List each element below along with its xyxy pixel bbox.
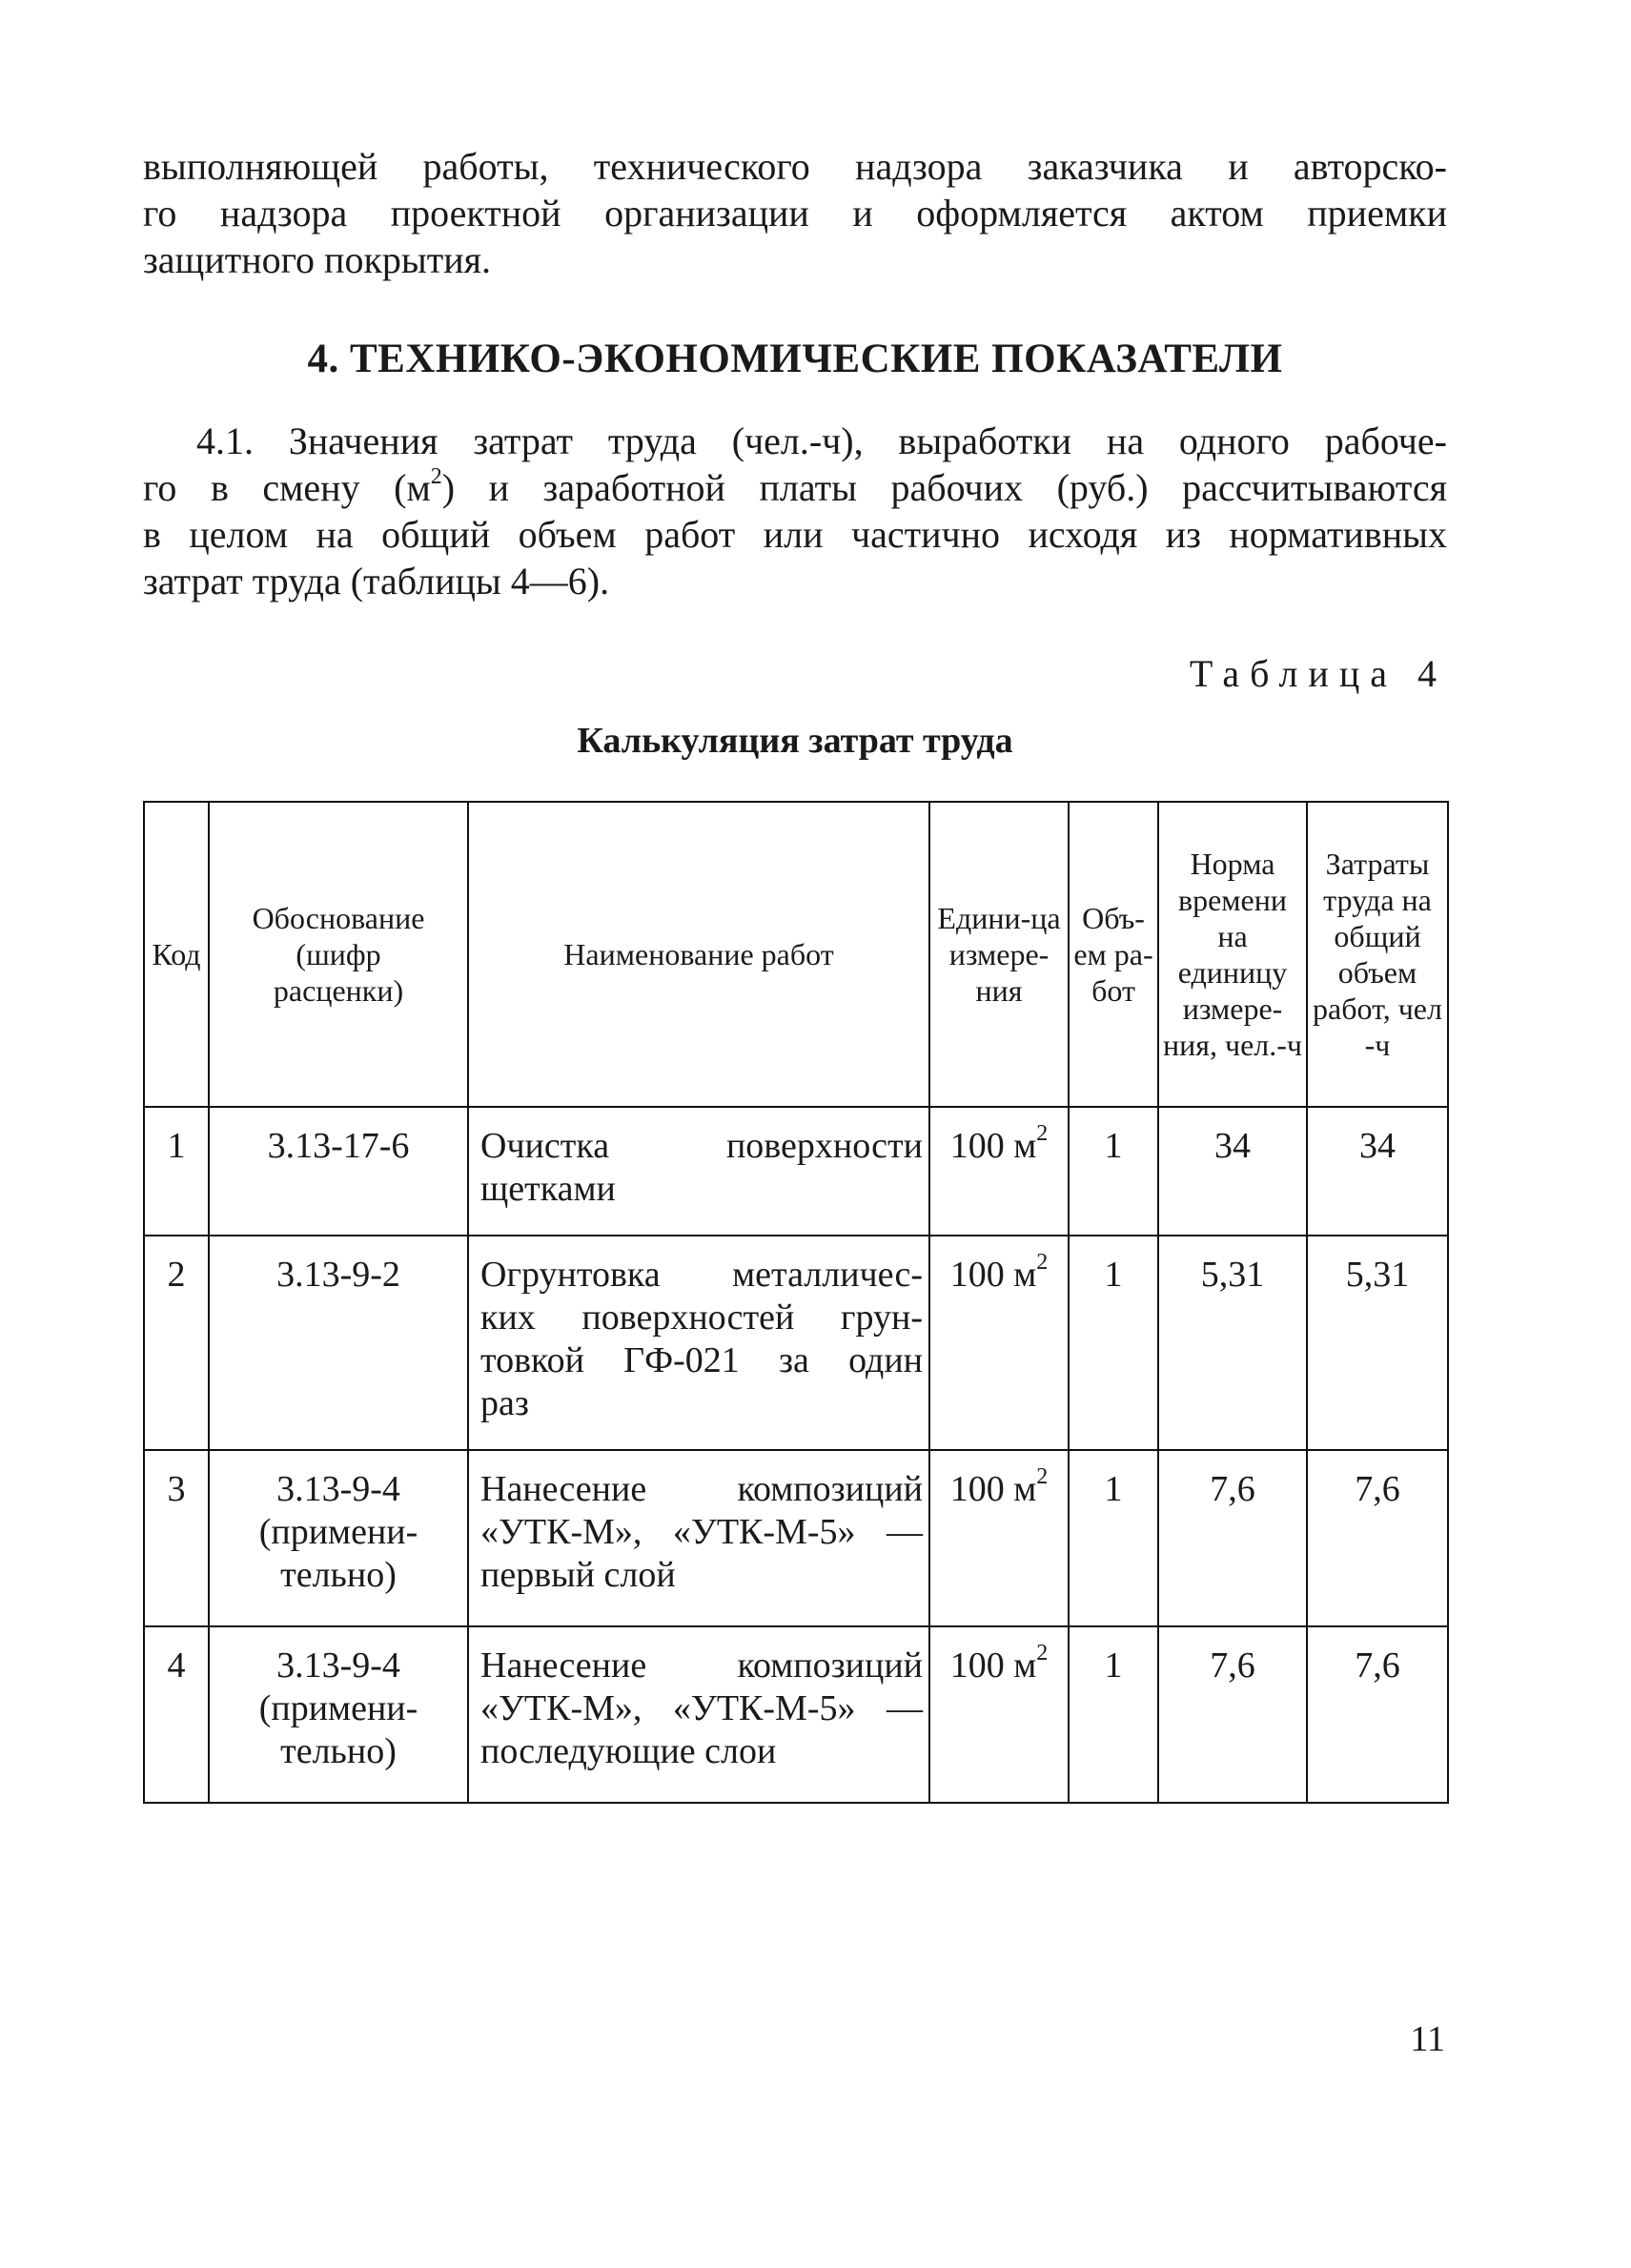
table-row — [144, 1450, 1448, 1626]
cell-total: 7,6 — [1307, 1626, 1448, 1803]
cell-unit — [929, 1450, 1069, 1626]
unit-text: 100 м — [949, 1126, 1037, 1166]
unit-superscript: 2 — [1036, 1464, 1049, 1490]
cell-code: 3 — [144, 1450, 209, 1626]
paragraph-line: затрат труда (таблицы 4—6). — [143, 560, 610, 603]
labor-cost-table-wrapper — [143, 801, 1449, 1804]
table-row — [144, 1626, 1448, 1803]
work-name-line: Огрунтовка металличес- — [480, 1255, 923, 1295]
cell-time-norm: 7,6 — [1158, 1450, 1307, 1626]
intro-line: защитного покрытия. — [143, 238, 492, 281]
table-row — [144, 1236, 1448, 1450]
cell-volume: 1 — [1069, 1626, 1158, 1803]
table-caption: Калькуляция затрат труда — [577, 721, 1013, 761]
paragraph-4-1 — [143, 418, 1447, 604]
cell-basis: 3.13-9-2 — [209, 1236, 468, 1450]
table-label: Таблица 4 — [1189, 652, 1447, 695]
unit-superscript: 2 — [1036, 1641, 1049, 1666]
cell-time-norm: 7,6 — [1158, 1626, 1307, 1803]
unit-text: 100 м — [949, 1469, 1037, 1509]
labor-cost-table — [143, 801, 1449, 1804]
intro-line: го надзора проектной организации и оформляется актом приемки — [143, 192, 1447, 235]
cell-unit — [929, 1236, 1069, 1450]
cell-total: 5,31 — [1307, 1236, 1448, 1450]
intro-line: выполняющей работы, технического надзора заказчика и авторско- — [143, 145, 1447, 188]
work-name-line: «УТК-М», «УТК-М-5» — — [480, 1688, 923, 1728]
work-name-line: товкой ГФ-021 за один — [480, 1340, 923, 1380]
cell-total: 7,6 — [1307, 1450, 1448, 1626]
work-name-line: Нанесение композиций — [480, 1469, 923, 1509]
cell-code: 4 — [144, 1626, 209, 1803]
work-name-line: «УТК-М», «УТК-М-5» — — [480, 1512, 923, 1552]
table-row — [144, 1107, 1448, 1236]
paragraph-line: 4.1. Значения затрат труда (чел.-ч), выработки на одного рабоче- — [196, 419, 1447, 462]
unit-superscript: 2 — [1036, 1121, 1049, 1147]
superscript: 2 — [430, 463, 442, 489]
cell-work-name — [468, 1626, 929, 1803]
cell-total: 34 — [1307, 1107, 1448, 1236]
cell-volume: 1 — [1069, 1107, 1158, 1236]
cell-code: 1 — [144, 1107, 209, 1236]
cell-work-name — [468, 1450, 929, 1626]
paragraph-line: в целом на общий объем работ или частично исходя из нормативных — [143, 513, 1447, 556]
work-name-line: первый слой — [480, 1555, 676, 1595]
cell-unit — [929, 1626, 1069, 1803]
section-heading: 4. ТЕХНИКО-ЭКОНОМИЧЕСКИЕ ПОКАЗАТЕЛИ — [307, 337, 1283, 381]
cell-basis: 3.13-9-4 (примени-тельно) — [209, 1626, 468, 1803]
cell-work-name — [468, 1236, 929, 1450]
cell-volume: 1 — [1069, 1236, 1158, 1450]
paragraph-line — [143, 464, 1447, 511]
unit-text: 100 м — [949, 1255, 1037, 1295]
header-basis: Обоснование (шифр расценки) — [209, 802, 468, 1107]
cell-basis: 3.13-17-6 — [209, 1107, 468, 1236]
header-volume: Объ-ем ра-бот — [1069, 802, 1158, 1107]
cell-unit — [929, 1107, 1069, 1236]
work-name-line: Нанесение композиций — [480, 1645, 923, 1686]
work-name-line: последующие слои — [480, 1731, 777, 1771]
header-unit: Едини-ца измере-ния — [929, 802, 1069, 1107]
header-code: Код — [144, 802, 209, 1107]
paragraph-text: ) и заработной платы рабочих (руб.) рассчитываются — [441, 466, 1447, 509]
paragraph-text: го в смену (м — [143, 466, 431, 509]
cell-work-name — [468, 1107, 929, 1236]
intro-paragraph — [143, 143, 1447, 283]
cell-code: 2 — [144, 1236, 209, 1450]
cell-volume: 1 — [1069, 1450, 1158, 1626]
page-number: 11 — [1410, 2019, 1445, 2059]
table-header-row — [144, 802, 1448, 1107]
header-time-norm: Норма времени на единицу измере-ния, чел.-ч — [1158, 802, 1307, 1107]
unit-superscript: 2 — [1036, 1250, 1049, 1276]
work-name-line: Очистка поверхности — [480, 1126, 923, 1166]
cell-time-norm: 5,31 — [1158, 1236, 1307, 1450]
work-name-line: щетками — [480, 1169, 616, 1209]
work-name-line: раз — [480, 1383, 529, 1423]
header-work-name: Наименование работ — [468, 802, 929, 1107]
header-total-labor: Затраты труда на общий объем работ, чел -ч — [1307, 802, 1448, 1107]
work-name-line: ких поверхностей грун- — [480, 1297, 923, 1338]
cell-time-norm: 34 — [1158, 1107, 1307, 1236]
cell-basis: 3.13-9-4 (примени-тельно) — [209, 1450, 468, 1626]
unit-text: 100 м — [949, 1645, 1037, 1686]
